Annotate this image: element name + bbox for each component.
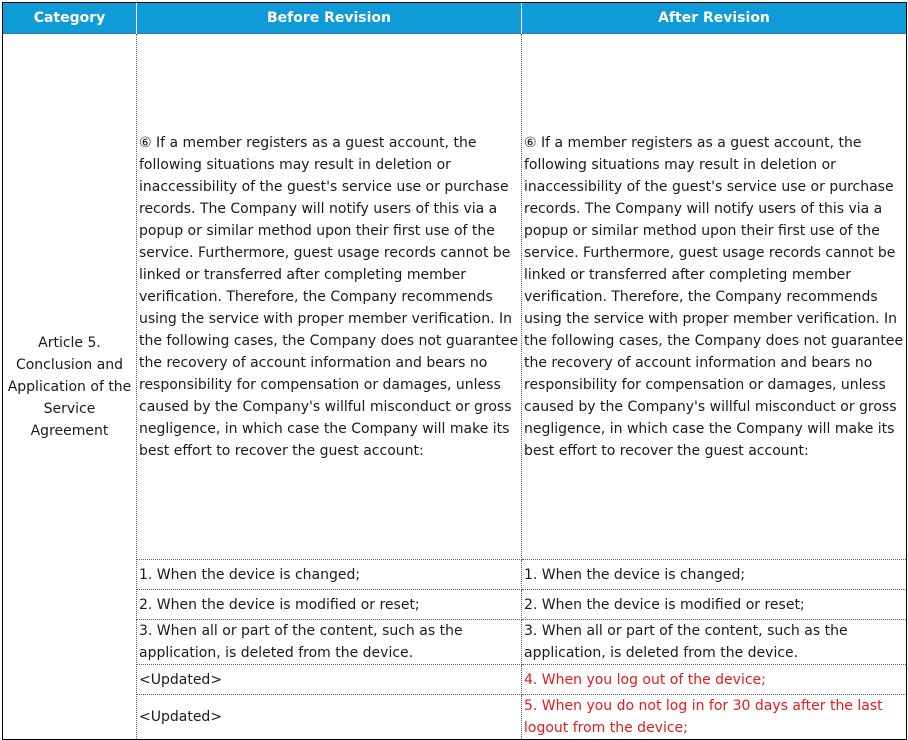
table-row: [3, 34, 907, 560]
after-cell: 1. When the device is changed;: [522, 560, 907, 590]
table-row: [3, 620, 907, 665]
before-cell-updated: <Updated>: [137, 695, 522, 740]
before-cell: 3. When all or part of the content, such as the application, is deleted from the device.: [137, 620, 522, 665]
after-cell: 2. When the device is modified or reset;: [522, 590, 907, 620]
after-cell-added: 4. When you log out of the device;: [522, 665, 907, 695]
after-cell: 3. When all or part of the content, such as the application, is deleted from the device.: [522, 620, 907, 665]
table-row: [3, 590, 907, 620]
before-cell: 2. When the device is modified or reset;: [137, 590, 522, 620]
before-cell: ⑥ If a member registers as a guest account, the following situations may result in deletion or inaccessibility of the guest's service use or purchase records. The Company will notify users of this via a popup or similar method upon their first use of the service. Furthermore, guest usage records cannot be linked or transferred after completing member verification. Therefore, the Company recommends using the service with proper member verification. In the following cases, the Company does not guarantee the recovery of account information and bears no responsibility for compensation or damages, unless caused by the Company's willful misconduct or gross negligence, in which case the Company will make its best effort to recover the guest account:: [137, 34, 522, 560]
table-row: [3, 665, 907, 695]
header-category: Category: [3, 3, 137, 34]
table-row: [3, 695, 907, 740]
table-row: [3, 560, 907, 590]
header-row: [3, 3, 907, 34]
category-article-5: Article 5. Conclusion and Application of the Service Agreement: [3, 34, 137, 740]
after-cell-added: 5. When you do not log in for 30 days after the last logout from the device;: [522, 695, 907, 740]
header-after-revision: After Revision: [522, 3, 907, 34]
before-cell-updated: <Updated>: [137, 665, 522, 695]
header-before-revision: Before Revision: [137, 3, 522, 34]
after-cell: ⑥ If a member registers as a guest account, the following situations may result in deletion or inaccessibility of the guest's service use or purchase records. The Company will notify users of this via a popup or similar method upon their first use of the service. Furthermore, guest usage records cannot be linked or transferred after completing member verification. Therefore, the Company recommends using the service with proper member verification. In the following cases, the Company does not guarantee the recovery of account information and bears no responsibility for compensation or damages, unless caused by the Company's willful misconduct or gross negligence, in which case the Company will make its best effort to recover the guest account:: [522, 34, 907, 560]
revision-table: [2, 2, 907, 740]
before-cell: 1. When the device is changed;: [137, 560, 522, 590]
